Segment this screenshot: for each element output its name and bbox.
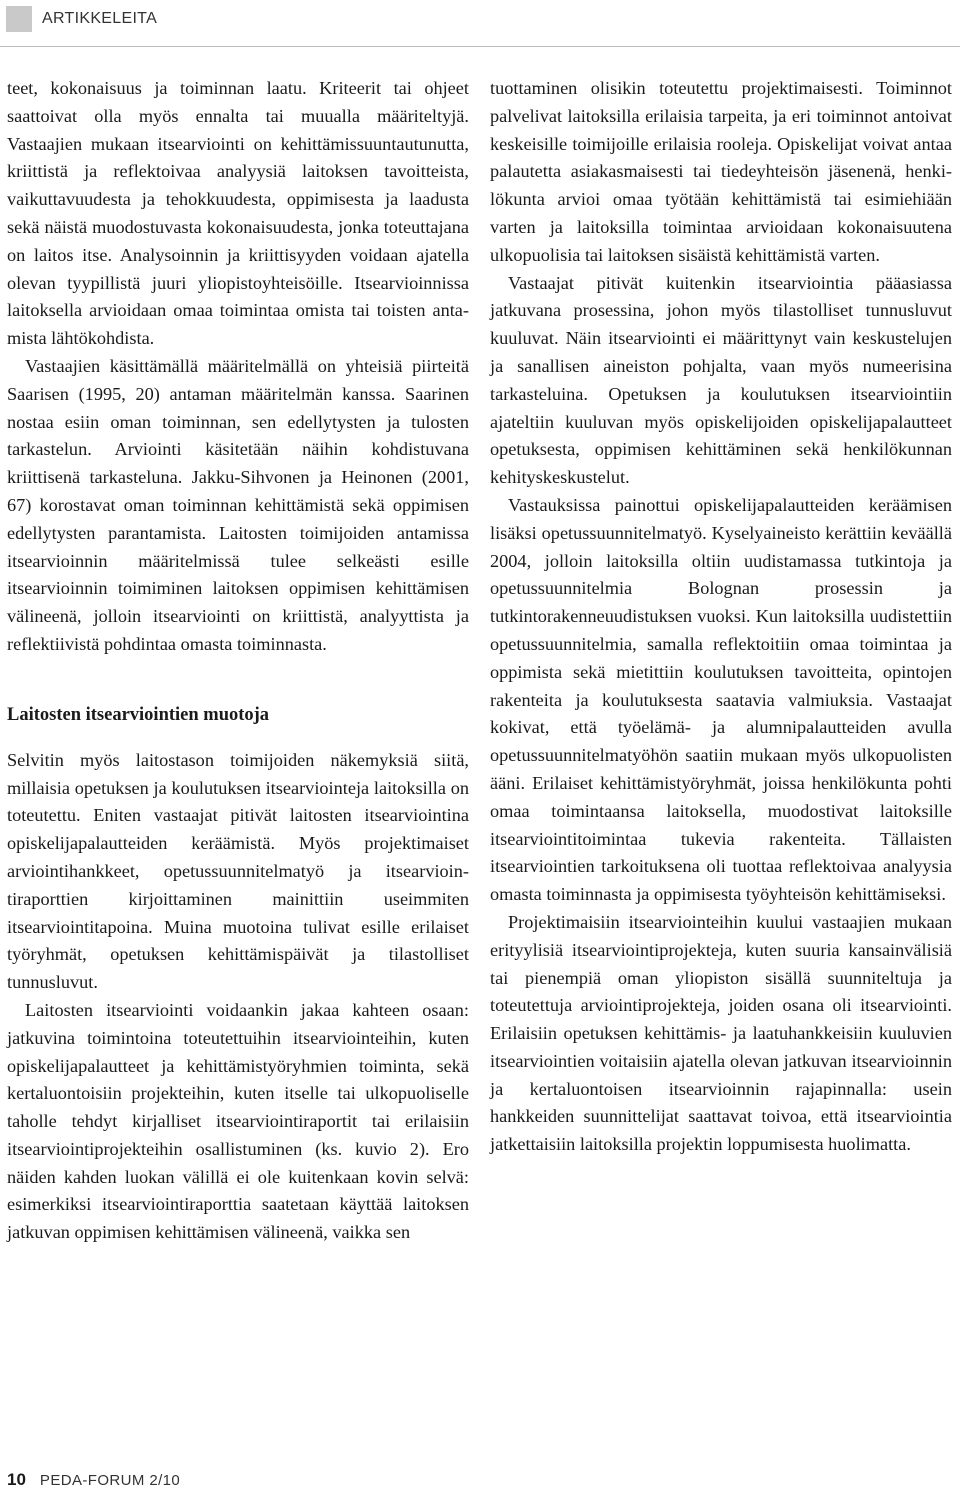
page-footer	[7, 1470, 180, 1490]
paragraph: Laitosten itsearviointi voidaankin jakaa kahteen osaan: jatkuvina toimintoina toteutettuihin itsearviointeihin, kuten opiskelijapalautteet ja kehittämistyöryhmien toiminta, sekä kertaluontoisiin projekteihin, kuten itselle tai ulkopuoliselle taholle tehdyt kirjalliset itsearviointiraportit tai erilaisiin itsearviointiprojekteihin osallistuminen (ks. kuvio 2). Ero näiden kahden luokan välillä ei ole kuitenkaan kovin selvä: esimerkiksi itsearviointiraporttia saatetaan käyttää laitoksen jatkuvan oppimisen kehittämisen välineenä, vaikka sen	[7, 999, 469, 1243]
left-column	[7, 75, 469, 1247]
paragraph: Vastaajat pitivät kuitenkin itsearviointia pääasiassa jatkuvana prosessina, johon myös tilastolliset tunnusluvut kuuluvat. Näin itsearviointi ei määrittynyt vain keskustelujen ja sanallisen aineiston pohjalta, vaan myös numeerisina tarkasteluina. Opetuksen ja koulutuksen itsearviointiin ajateltiin kuuluvan myös opiskelijoiden opiskelijapalautteet opetuksesta, oppimisen kehittäminen sekä henkilökunnan kehityskeskustelut.	[490, 272, 952, 488]
paragraph: Vastaajien käsittämällä määritelmällä on yhteisiä piirteitä Saarisen (1995, 20) antaman määritelmän kanssa. Saarinen nostaa esiin oman toiminnan, sen edellytysten ja tulosten tarkastelun. Arviointi käsitetään näihin kohdistuvana kriittisenä tarkasteluna. Jakku-Sihvonen ja Heinonen (2001, 67) korostavat oman toiminnan kehittämistä sekä oppimisen edellytysten parantamista. Laitosten toimijoiden antamissa itsearvioinnin määritelmissä tulee selkeästi esille itsearvioinnin toimiminen laitoksen oppimisen kehittämisen välineenä, jolloin itsearviointi on kriittistä, analyyttista ja reflektiivistä pohdintaa omasta toiminnasta.	[7, 355, 469, 654]
paragraph: teet, kokonaisuus ja toiminnan laatu. Kriteerit tai ohjeet saattoivat olla myös ennalta tai muualla määriteltyjä. Vastaajien mukaan itsearviointi on kehittämissuuntautunutta, kriittistä ja reflektoivaa analyysiä laitoksen tavoitteista, vaikuttavuudesta ja tehokkuudesta, oppimisesta ja laadusta sekä näistä muodostuvasta kokonaisuudesta, jonka toteuttajana on laitos itse. Analysoinnin ja kriittisyyden voidaan ajatella olevan tyypillistä juuri yliopistoyhteisöille. Itsearvioinnissa laitoksella arvioidaan omaa toimintaa omista tai toisten antamista lähtökohdista.	[7, 78, 469, 349]
right-column	[490, 75, 952, 1159]
paragraph: Vastauksissa painottui opiskelijapalautteiden keräämisen lisäksi opetussuunnitelmatyö. Kyselyaineisto kerättiin keväällä 2004, jolloin laitoksilla oltiin uudistamassa tutkintoja ja opetussuunnitelmia Bolognan prosessin ja tutkintorakenneuudistuksen vuoksi. Kun laitoksilla uudistettiin opetussuunnitelmia, samalla reflektoitiin omaa toimintaa ja oppimista sekä mietittiin koulutuksen tavoitteita, opintojen rakenteita ja koulutuksesta saatavia valmiuksia. Vastaajat kokivat, että työelämä- ja alumnipalautteiden avulla opetussuunnitelmatyöhön saatiin mukaan myös ulkopuolisten ääni. Erilaiset kehittämistyöryhmät, joissa henkilökunta pohti omaa toimintaansa laitoksella, muodostivat laitoksille itsearviointitoimintaa tukevia rakenteita. Tällaisten itsearviointien tarkoituksena oli tuottaa reflektoivaa analyysia omasta toiminnasta ja oppimisesta työyhteisön kehittämiseksi.	[490, 494, 952, 905]
section-label: ARTIKKELEITA	[42, 10, 158, 27]
paragraph: tuottaminen olisikin toteutettu projektimaisesti. Toiminnot palvelivat laitoksilla erilaisia tarpeita, ja eri toiminnot antoivat keskeisille toimijoille erilaisia rooleja. Opiskelijat voivat antaa palautetta asiakasmaisesti tai tiedeyhteisön jäsenenä, henkilökunta arvioi omaa työtään kehittämistä tai esimiehiään varten ja laitoksilla toimintaa arvioidaan kokonaisuutena ulkopuolisia tai laitoksen sisäistä kehittämistä varten.	[490, 78, 952, 265]
section-marker-square	[6, 6, 32, 32]
section-heading: Laitosten itsearviointien muotoja	[7, 704, 270, 725]
paragraph: Selvitin myös laitostason toimijoiden näkemyksiä siitä, millaisia opetuksen ja koulutuksen itsearviointeja laitoksilla on toteutettu. Eniten vastaajat pitivät laitosten itsearviointina opiskelijapalautteiden keräämistä. Myös projektimaiset arviointihankkeet, opetussuunnitelmatyö ja itsearviointiraporttien kirjoittaminen mainittiin useimmiten itsearviointitapoina. Muina muotoina tulivat esille erilaiset työryhmät, opetuksen kehittämispäivät ja tilastolliset tunnusluvut.	[7, 749, 469, 993]
publication-name: PEDA-FORUM 2/10	[39, 1472, 181, 1489]
page-number: 10	[7, 1470, 26, 1489]
page-header	[6, 6, 157, 32]
paragraph: Projektimaisiin itsearviointeihin kuului vastaajien mukaan erityylisiä itsearviointiprojekteja, kuten suuria kansainvälisiä tai pienempiä oman yliopiston sisällä suunniteltuja ja toteutettuja arviointiprojekteja, joiden osana oli itsearviointi. Erilaisiin opetuksen kehittämis- ja laatuhankkeisiin kuuluvien itsearviointien voitaisiin ajatella olevan jatkuvan itsearvioinnin ja kertaluontoisen itsearvioinnin rajapinnalla: usein hankkeiden suunnittelijat saattavat toivoa, että itsearviointia jatkettaisiin laitoksilla projektin loppumisesta huolimatta.	[490, 911, 952, 1155]
header-divider	[0, 46, 960, 47]
